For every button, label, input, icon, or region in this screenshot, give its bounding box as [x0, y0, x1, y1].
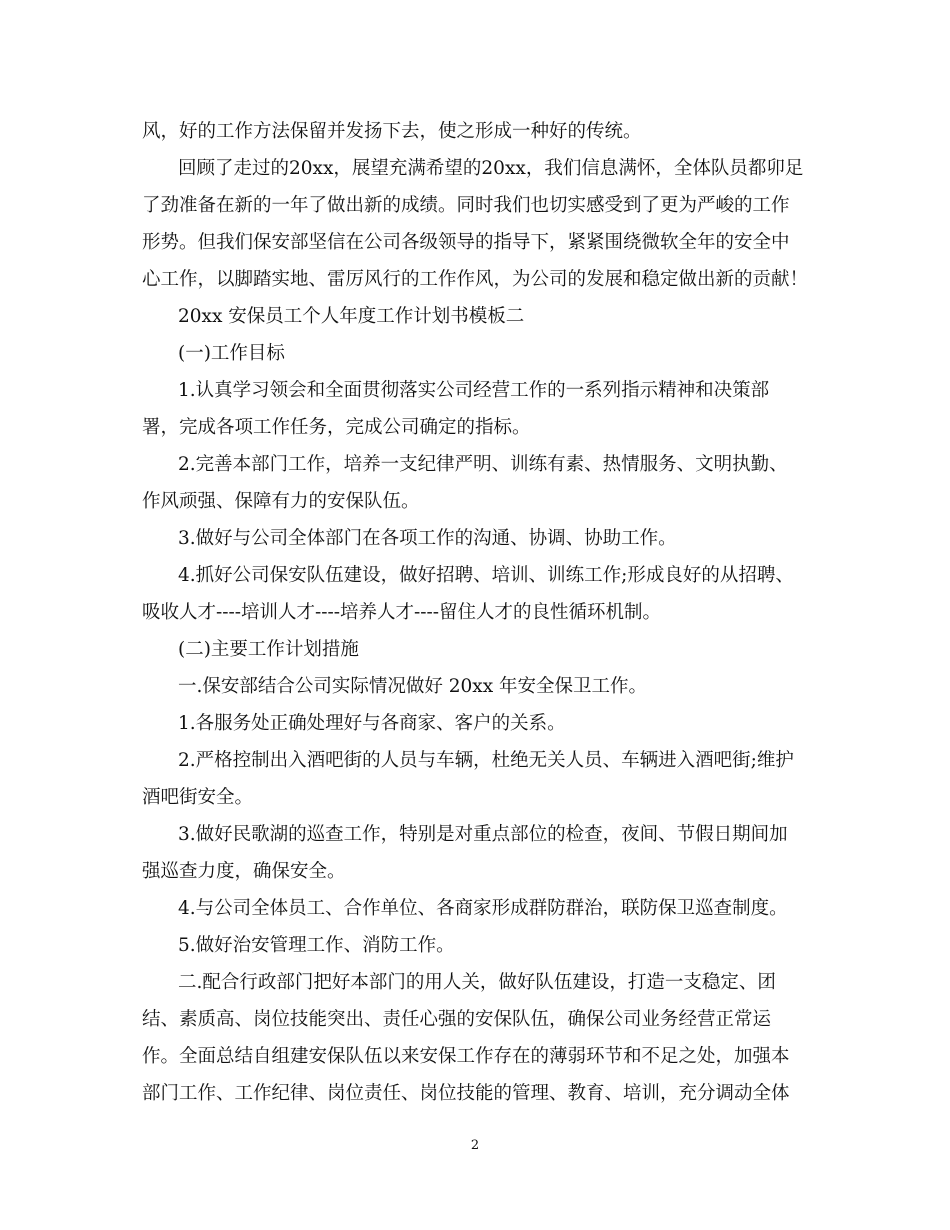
paragraph-line: 作。全面总结自组建安保队伍以来安保工作存在的薄弱环节和不足之处，加强本 [142, 1046, 790, 1067]
paragraph-line: 1.认真学习领会和全面贯彻落实公司经营工作的一系列指示精神和决策部 [178, 380, 770, 401]
section-heading: 20xx 安保员工个人年度工作计划书模板二 [178, 306, 525, 327]
paragraph-line: 吸收人才----培训人才----培养人才----留住人才的良性循环机制。 [142, 602, 662, 623]
paragraph-line: 5.做好治安管理工作、消防工作。 [178, 935, 455, 956]
paragraph-line: 4.与公司全体员工、合作单位、各商家形成群防群治，联防保卫巡查制度。 [178, 898, 788, 919]
paragraph-line: 1.各服务处正确处理好与各商家、客户的关系。 [178, 713, 566, 734]
paragraph-line: 4.抓好公司保安队伍建设，做好招聘、培训、训练工作;形成良好的从招聘、 [178, 565, 794, 586]
paragraph-line: 酒吧街安全。 [142, 787, 254, 808]
paragraph-line: 2.严格控制出入酒吧街的人员与车辆，杜绝无关人员、车辆进入酒吧街;维护 [178, 750, 794, 771]
paragraph-line: 风，好的工作方法保留并发扬下去，使之形成一种好的传统。 [142, 121, 642, 142]
paragraph-line: 2.完善本部门工作，培养一支纪律严明、训练有素、热情服务、文明执勤、 [178, 454, 788, 475]
subsection-heading: (一)工作目标 [178, 343, 285, 364]
paragraph-line: 回顾了走过的20xx，展望充满希望的20xx，我们信息满怀，全体队员都卯足 [178, 158, 804, 179]
paragraph-line: 二.配合行政部门把好本部门的用人关，做好队伍建设，打造一支稳定、团 [178, 972, 776, 993]
paragraph-line: 作风顽强、保障有力的安保队伍。 [142, 491, 420, 512]
paragraph-line: 了劲准备在新的一年了做出新的成绩。同时我们也切实感受到了更为严峻的工作 [142, 195, 790, 216]
paragraph-line: 部门工作、工作纪律、岗位责任、岗位技能的管理、教育、培训，充分调动全体 [142, 1083, 790, 1104]
paragraph-line: 一.保安部结合公司实际情况做好 20xx 年安全保卫工作。 [178, 676, 648, 697]
paragraph-line: 署，完成各项工作任务，完成公司确定的指标。 [142, 417, 531, 438]
paragraph-line: 形势。但我们保安部坚信在公司各级领导的指导下，紧紧围绕微软全年的安全中 [142, 232, 790, 253]
paragraph-line: 强巡查力度，确保安全。 [142, 861, 346, 882]
paragraph-line: 结、素质高、岗位技能突出、责任心强的安保队伍，确保公司业务经营正常运 [142, 1009, 772, 1030]
paragraph-line: 3.做好民歌湖的巡查工作，特别是对重点部位的检查，夜间、节假日期间加 [178, 824, 788, 845]
page-number: 2 [470, 1138, 480, 1153]
paragraph-line: 心工作，以脚踏实地、雷厉风行的工作作风，为公司的发展和稳定做出新的贡献！ [142, 269, 809, 290]
paragraph-line: 3.做好与公司全体部门在各项工作的沟通、协调、协助工作。 [178, 528, 677, 549]
subsection-heading: (二)主要工作计划措施 [178, 639, 359, 660]
